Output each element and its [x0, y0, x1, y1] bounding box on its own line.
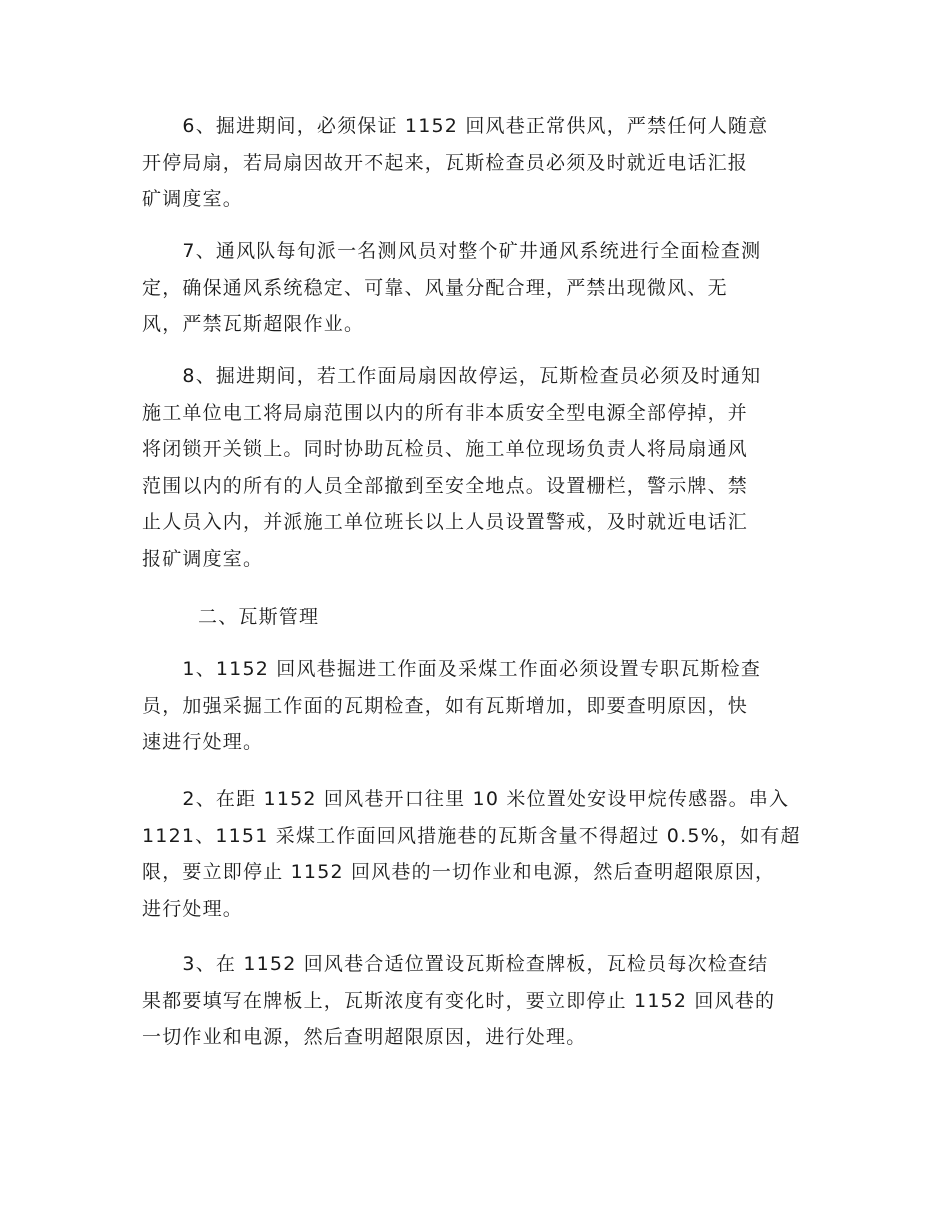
text-line: 1、1152 回风巷掘进工作面及采煤工作面必须设置专职瓦斯检查 [142, 658, 762, 680]
text-line: 6、掘进期间，必须保证 1152 回风巷正常供风，严禁任何人随意 [142, 115, 769, 137]
paragraph-gas-3 [142, 946, 812, 1056]
text-line: 施工单位电工将局扇范围以内的所有非本质安全型电源全部停掉，并 [142, 401, 749, 424]
text-line: 8、掘进期间，若工作面局扇因故停运，瓦斯检查员必须及时通知 [142, 365, 762, 387]
section-heading: 二、瓦斯管理 [198, 606, 320, 628]
text-line: 报矿调度室。 [142, 547, 264, 570]
text-line: 止人员入内，并派施工单位班长以上人员设置警戒，及时就近电话汇 [142, 511, 749, 533]
paragraph-gas-2 [142, 781, 812, 927]
text-line: 将闭锁开关锁上。同时协助瓦检员、施工单位现场负责人将局扇通风 [142, 438, 749, 460]
paragraph-8 [142, 358, 812, 577]
text-line: 7、通风队每旬派一名测风员对整个矿井通风系统进行全面检查测 [142, 240, 762, 262]
text-line: 2、在距 1152 回风巷开口往里 10 米位置处安设甲烷传感器。串入 [142, 788, 790, 810]
text-line: 矿调度室。 [142, 188, 244, 210]
text-line: 风，严禁瓦斯超限作业。 [142, 313, 365, 335]
text-line: 定，确保通风系统稳定、可靠、风量分配合理，严禁出现微风、无 [142, 276, 728, 299]
text-line: 进行处理。 [142, 897, 244, 920]
text-line: 3、在 1152 回风巷合适位置设瓦斯检查牌板，瓦检员每次检查结 [142, 953, 769, 975]
paragraph-6 [142, 108, 812, 218]
paragraph-gas-1 [142, 651, 812, 761]
paragraph-7 [142, 233, 812, 343]
text-line: 速进行处理。 [142, 731, 264, 753]
text-line: 限，要立即停止 1152 回风巷的一切作业和电源，然后查明超限原因， [142, 861, 776, 883]
text-line: 开停局扇，若局扇因故开不起来，瓦斯检查员必须及时就近电话汇报 [142, 151, 749, 174]
text-line: 一切作业和电源，然后查明超限原因，进行处理。 [142, 1026, 587, 1048]
text-line: 1121、1151 采煤工作面回风措施巷的瓦斯含量不得超过 0.5%，如有超 [142, 824, 801, 847]
text-line: 范围以内的所有的人员全部撤到至安全地点。设置栅栏，警示牌、禁 [142, 474, 749, 497]
text-line: 员，加强采掘工作面的瓦期检查，如有瓦斯增加，即要查明原因，快 [142, 694, 749, 717]
text-line: 果都要填写在牌板上，瓦斯浓度有变化时，要立即停止 1152 回风巷的 [142, 989, 776, 1012]
